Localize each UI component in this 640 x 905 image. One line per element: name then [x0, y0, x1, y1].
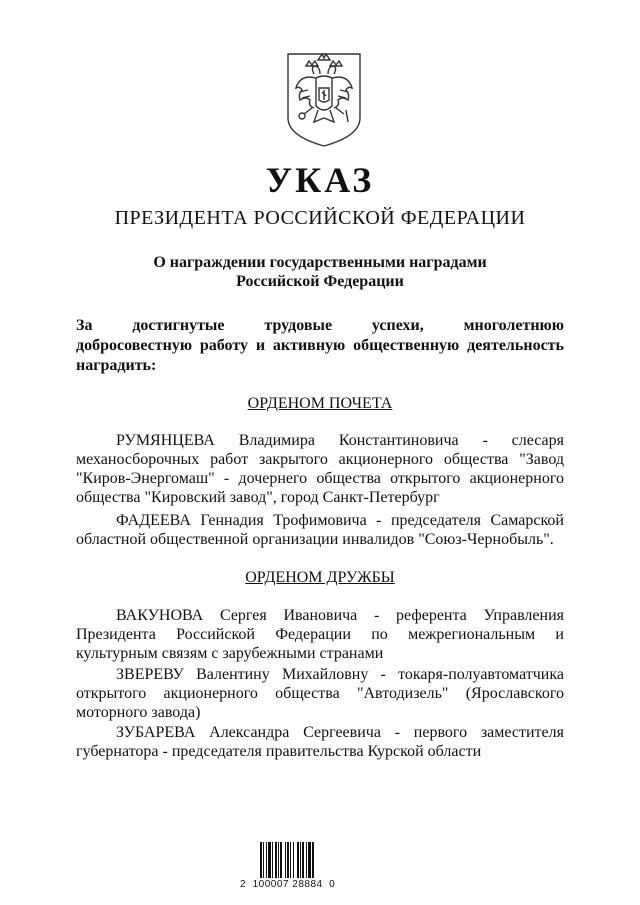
decree-subject: [0, 253, 640, 291]
entry-line: Президента Российской Федерации по межрегиональным и: [76, 626, 564, 643]
entry-line: культурным связям с зарубежными странами: [76, 645, 384, 662]
barcode-number: 2 100007 28884 0: [240, 879, 336, 890]
decree-title: УКАЗ: [265, 160, 375, 200]
decree-subject-line: Российской Федерации: [236, 273, 404, 290]
entry-line: открытого акционерного общества "Автодизель" (Ярославского: [76, 685, 564, 702]
preamble-line: наградить:: [76, 357, 157, 374]
decree-subject-line: О награждении государственными наградами: [153, 254, 487, 271]
entry-line: "Киров-Энергомаш" - дочернего общества открытого акционерного: [76, 470, 564, 487]
entry-line: РУМЯНЦЕВА Владимира Константиновича - слесаря: [116, 432, 564, 449]
russian-eagle-emblem-icon: [278, 48, 370, 148]
awardee-entry: [76, 665, 564, 722]
awardee-entry: [76, 606, 564, 663]
entry-line: областной общественной организации инвалидов "Союз-Чернобыль".: [76, 531, 554, 548]
awardee-entry: [76, 511, 564, 549]
entry-line: ЗУБАРЕВА Александра Сергеевича - первого заместителя: [116, 724, 564, 741]
entry-line: ЗВЕРЕВУ Валентину Михайловну - токаря-полуавтоматчика: [116, 666, 564, 683]
preamble-line: За достигнутые трудовые успехи, многолетнюю: [76, 317, 564, 334]
award-heading-order-of-friendship: ОРДЕНОМ ДРУЖБЫ: [245, 569, 395, 586]
decree-preamble: [76, 316, 564, 376]
entry-line: общества "Кировский завод", город Санкт-Петербург: [76, 489, 440, 506]
awardee-entry: [76, 431, 564, 507]
award-heading-order-of-honour: ОРДЕНОМ ПОЧЕТА: [247, 395, 393, 412]
decree-issuer: ПРЕЗИДЕНТА РОССИЙСКОЙ ФЕДЕРАЦИИ: [114, 207, 526, 229]
entry-line: моторного завода): [76, 704, 201, 721]
barcode-icon: [258, 842, 340, 882]
awardee-entry: [76, 723, 564, 761]
entry-line: ФАДЕЕВА Геннадия Трофимовича - председателя Самарской: [116, 512, 564, 529]
entry-line: губернатора - председателя правительства Курской области: [76, 743, 482, 760]
entry-line: ВАКУНОВА Сергея Ивановича - референта Управления: [116, 607, 564, 624]
preamble-line: добросовестную работу и активную общественную деятельность: [76, 337, 564, 354]
entry-line: механосборочных работ закрытого акционерного общества "Завод: [76, 451, 564, 468]
